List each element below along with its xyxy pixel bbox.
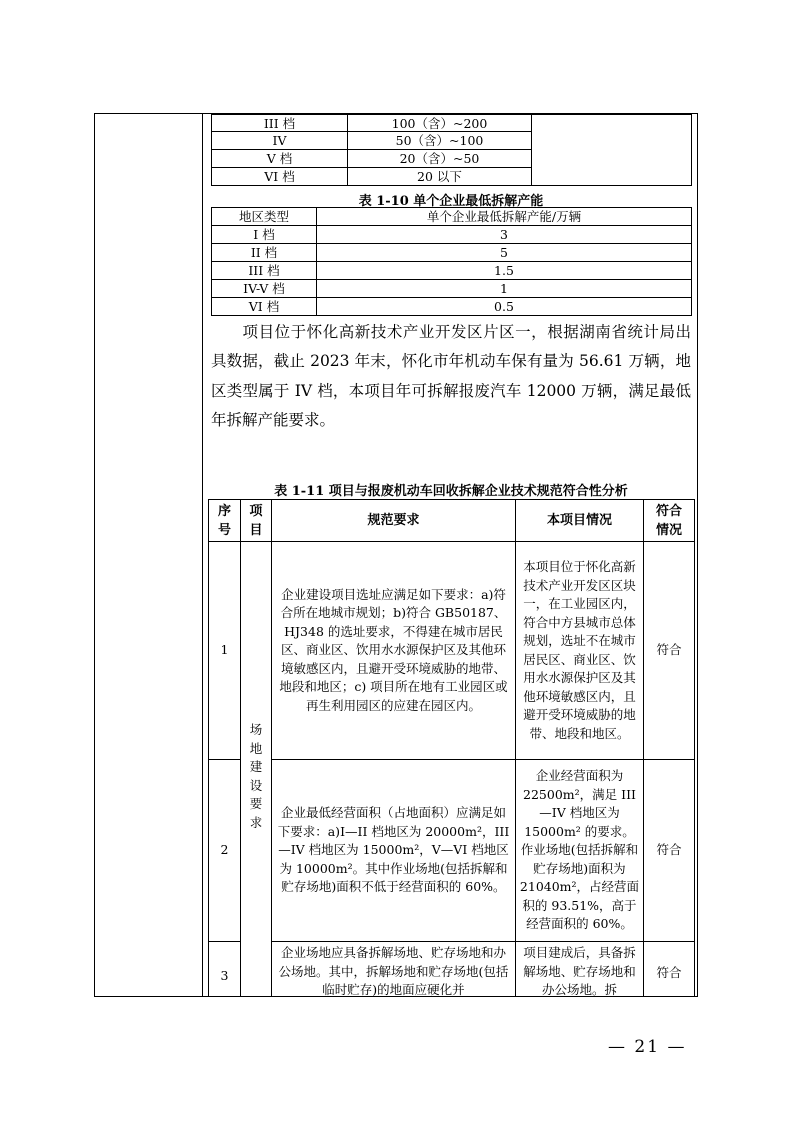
table-header-item: 项目: [241, 500, 272, 542]
table-cell: 20（含）~50: [348, 150, 532, 168]
table-header-cell: 地区类型: [212, 208, 317, 226]
table-cell: III 档: [212, 115, 348, 132]
row-seq: 1: [209, 542, 241, 760]
body-paragraph: [211, 318, 691, 435]
table-cell: I 档: [212, 226, 317, 244]
table-header-status: 本项目情况: [516, 500, 644, 542]
paragraph-text: 项目位于怀化高新技术产业开发区片区一，根据湖南省统计局出具数据，截止 2023 年末，怀化市年机动车保有量为 56.61 万辆，地区类型属于 IV 档，本项目年可拆解报废汽车 12000 万辆，满足最低年拆解产能要求。: [211, 323, 691, 429]
page-number: — 21 —: [608, 1037, 687, 1057]
table-header-seq: 序号: [209, 500, 241, 542]
table-1-10: [211, 207, 692, 316]
table-1-9-tail: [211, 114, 692, 186]
row-compliance: 符合: [644, 942, 695, 998]
row-seq: 3: [209, 942, 241, 998]
item-group-cell: 场地建设要求: [241, 542, 272, 998]
table-cell: IV-V 档: [212, 280, 317, 298]
table-empty-cell: [532, 115, 692, 186]
row-seq: 2: [209, 760, 241, 942]
table-cell: IV: [212, 132, 348, 150]
row-status: 项目建成后，具备拆解场地、贮存场地和办公场地。拆: [516, 942, 644, 998]
row-status: 本项目位于怀化高新技术产业开发区区块一，在工业园区内，符合中方县城市总体规划，选址不在城市居民区、商业区、饮用水水源保护区及其他环境敏感区内，且避开受环境威胁的地带、地段和地区。: [516, 542, 644, 760]
row-compliance: 符合: [644, 760, 695, 942]
table-cell: III 档: [212, 262, 317, 280]
table-cell: 1: [317, 280, 692, 298]
table-header-requirement: 规范要求: [272, 500, 516, 542]
table-cell: II 档: [212, 244, 317, 262]
table-cell: 0.5: [317, 298, 692, 316]
table-cell: V 档: [212, 150, 348, 168]
table-cell: VI 档: [212, 298, 317, 316]
table-cell: 5: [317, 244, 692, 262]
row-requirement: 企业场地应具备拆解场地、贮存场地和办公场地。其中，拆解场地和贮存场地(包括临时贮存)的地面应硬化并: [272, 942, 516, 998]
row-compliance: 符合: [644, 542, 695, 760]
table-header-cell: 单个企业最低拆解产能/万辆: [317, 208, 692, 226]
table-cell: VI 档: [212, 168, 348, 186]
table-cell: 20 以下: [348, 168, 532, 186]
table-cell: 100（含）~200: [348, 115, 532, 132]
table-cell: 1.5: [317, 262, 692, 280]
row-requirement: 企业最低经营面积（占地面积）应满足如下要求：a)I—II 档地区为 20000m²，III—IV 档地区为 15000m²，V—VI 档地区为 10000m²。其中作业场地(包括拆解和贮存场地)面积不低于经营面积的 60%。: [272, 760, 516, 942]
row-status: 企业经营面积为 22500m²，满足 III—IV 档地区为 15000m² 的要求。作业场地(包括拆解和贮存场地)面积为 21040m²，占经营面积的 93.51%，高于经营面积的 60%。: [516, 760, 644, 942]
table-1-11: [208, 499, 695, 997]
table-cell: 3: [317, 226, 692, 244]
table-1-11-caption: 表 1-11 项目与报废机动车回收拆解企业技术规范符合性分析: [274, 484, 628, 499]
table-cell: 50（含）~100: [348, 132, 532, 150]
row-requirement: 企业建设项目选址应满足如下要求：a)符合所在地城市规划；b)符合 GB50187、HJ348 的选址要求，不得建在城市居民区、商业区、饮用水水源保护区及其他环境敏感区内，且避开受环境威胁的地带、地段和地区；c) 项目所在地有工业园区或再生利用园区的应建在园区内。: [272, 542, 516, 760]
table-1-10-caption: 表 1-10 单个企业最低拆解产能: [358, 194, 544, 209]
table-header-compliance: 符合情况: [644, 500, 695, 542]
